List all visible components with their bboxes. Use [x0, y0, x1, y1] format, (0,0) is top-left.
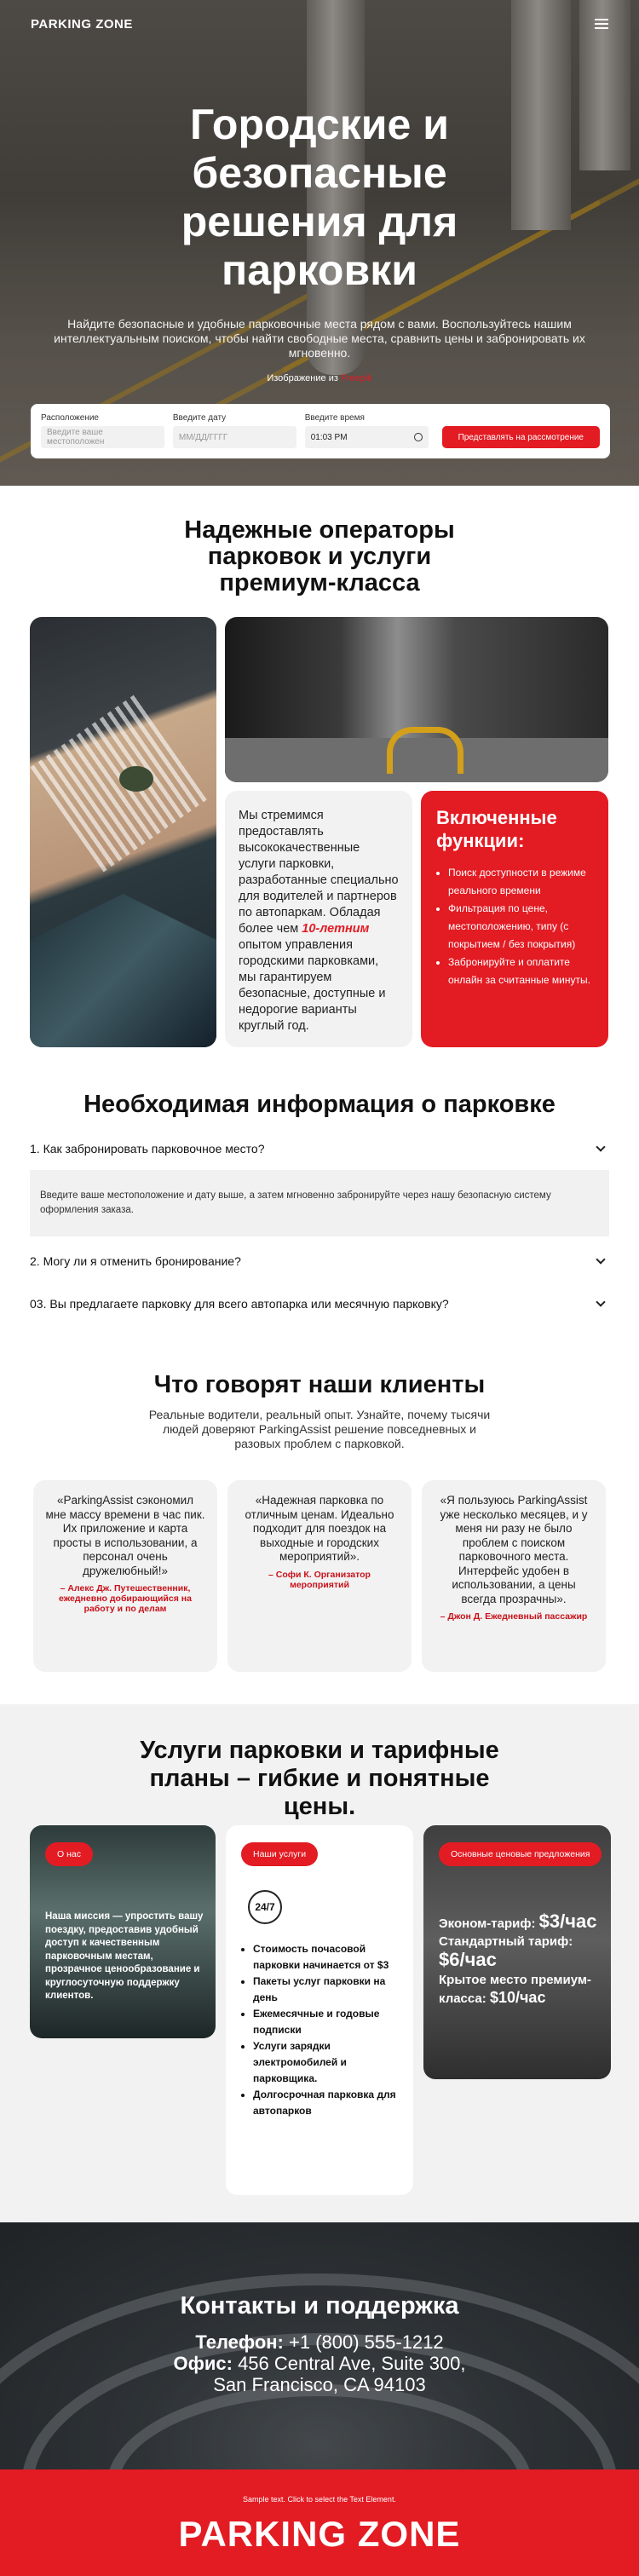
faq-title: Необходимая информация о парковке — [83, 1091, 556, 1118]
about-pill[interactable]: О нас — [45, 1842, 93, 1866]
service-item: • Стоимость почасовой парковки начинается от $3 — [253, 1941, 398, 1974]
contact-title: Контакты и поддержка — [180, 2292, 459, 2320]
testimonial-quote: «ParkingAssist сэкономил мне массу времени в час пик. Их приложение и карта просты в использовании, а персонал очень дружелюбный!» — [45, 1494, 205, 1577]
office-line — [0, 2353, 639, 2374]
service-item: • Услуги зарядки электромобилей и парковщика. — [253, 2038, 398, 2087]
offers-card — [423, 1825, 611, 2079]
service-item: • Пакеты услуг парковки на день — [253, 1974, 398, 2006]
faq-question-text: 03. Вы предлагаете парковку для всего автопарка или месячную парковку? — [30, 1297, 449, 1311]
submit-button[interactable]: Представлять на рассмотрение — [442, 426, 600, 448]
faq-question-1[interactable] — [30, 1127, 609, 1170]
time-label: Введите время — [304, 413, 365, 423]
testimonial-quote: «Надежная парковка по отличным ценам. Идеально подходит для поездок на выходные и городских мероприятий». — [245, 1494, 394, 1563]
economy-rate — [439, 1912, 601, 1933]
date-input[interactable]: ММ/ДД/ГГГГ — [173, 426, 296, 448]
services-list — [241, 1941, 398, 2119]
footer — [0, 2469, 639, 2576]
economy-price: $3/час — [538, 1910, 597, 1932]
standard-price: $6/час — [439, 1949, 497, 1970]
feature-item: • Поиск доступности в режиме реального времени — [448, 864, 593, 900]
freepik-link[interactable]: Freepik — [340, 373, 372, 383]
contact-section — [0, 2222, 639, 2469]
office-line-2: San Francisco, CA 94103 — [213, 2374, 426, 2395]
feature-item: • Фильтрация по цене, местоположению, типу (с покрытием / без покрытия) — [448, 900, 593, 954]
experience-card — [225, 791, 412, 1047]
phone-line — [0, 2331, 639, 2353]
clock-icon — [414, 433, 423, 441]
testimonial-quote: «Я пользуюсь ParkingAssist уже несколько месяцев, и у меня ни разу не было проблем с поиском парковочного места. Интерфейс удобен в использовании, а цены всегда прозрачны». — [440, 1494, 588, 1605]
services-pill[interactable]: Наши услуги — [241, 1842, 318, 1866]
chevron-down-icon — [596, 1142, 605, 1151]
pricing-title: Услуги парковки и тарифные планы – гибкие и понятные цены. — [140, 1737, 499, 1820]
standard-label: Стандартный тариф: — [439, 1934, 573, 1949]
hamburger-menu-icon[interactable] — [595, 19, 608, 29]
features-title: Включенные функции: — [436, 807, 557, 851]
price-list — [439, 1912, 601, 2008]
hero-title: Городские и безопасные решения для парковки — [181, 101, 458, 294]
offers-pill[interactable]: Основные ценовые предложения — [439, 1842, 602, 1866]
office-address-line1: 456 Central Ave, Suite 300, — [238, 2353, 466, 2374]
about-card — [30, 1825, 216, 2038]
contact-details — [0, 2331, 639, 2395]
faq-list — [0, 1127, 639, 1325]
economy-label: Эконом-тариф: — [439, 1916, 536, 1931]
hero-subtitle: Найдите безопасные и удобные парковочные места рядом с вами. Воспользуйтесь нашим интеллектуальным поиском, чтобы найти свободные места, сравнить цены и забронировать их мгновенно. — [54, 317, 585, 360]
premium-price: $10/час — [489, 1989, 546, 2006]
feature-item: • Забронируйте и оплатите онлайн за считанные минуты. — [448, 954, 593, 989]
time-value: 01:03 PM — [310, 432, 348, 442]
features-card — [421, 791, 608, 1047]
hero-section — [0, 0, 639, 486]
24-7-icon: 24/7 — [248, 1890, 282, 1924]
service-item: • Ежемесячные и годовые подписки — [253, 2006, 398, 2038]
search-form — [31, 404, 610, 458]
chevron-down-icon — [596, 1297, 605, 1306]
footer-logo[interactable]: PARKING ZONE — [178, 2514, 461, 2554]
testimonial-author: – Софи К. Организатор мероприятий — [268, 1569, 371, 1590]
faq-question-text: 1. Как забронировать парковочное место? — [30, 1142, 265, 1155]
phone-label: Телефон: — [195, 2331, 284, 2353]
location-label: Расположение — [41, 413, 99, 423]
pricing-section — [0, 1704, 639, 2222]
features-list — [436, 864, 593, 989]
faq-question-2[interactable] — [30, 1240, 609, 1282]
image-credit — [0, 373, 639, 383]
faq-question-text: 2. Могу ли я отменить бронирование? — [30, 1254, 241, 1268]
service-item: • Долгосрочная парковка для автопарков — [253, 2087, 398, 2119]
time-field — [305, 413, 429, 448]
operators-title: Надежные операторы парковок и услуги премиум-класса — [184, 516, 455, 596]
experience-text-start: Мы стремимся предоставлять высококачественные услуги парковки, разработанные специально для водителей и партнеров по автопаркам. Обладая более чем — [239, 809, 399, 936]
testimonial-author: – Джон Д. Ежедневный пассажир — [440, 1611, 588, 1622]
experience-text-end: опытом управления городскими парковками, мы гарантируем безопасные, доступные и недорогие варианты круглый год. — [239, 938, 386, 1033]
experience-years: 10-летним — [302, 922, 370, 936]
testimonial-card — [227, 1480, 412, 1672]
location-input[interactable]: Введите ваше местоположен — [41, 426, 164, 448]
footer-sample-text[interactable]: Sample text. Click to select the Text Element. — [243, 2495, 396, 2504]
top-navbar — [0, 0, 639, 48]
phone-number[interactable]: +1 (800) 555-1212 — [289, 2331, 444, 2353]
parking-barrier-image — [225, 617, 608, 782]
image-credit-text: Изображение из — [267, 373, 338, 383]
testimonial-card — [33, 1480, 217, 1672]
date-field — [173, 413, 296, 448]
testimonials-subtitle: Реальные водители, реальный опыт. Узнайте, почему тысячи людей доверяют ParkingAssist решение повседневных и разовых проблем с парковкой. — [148, 1408, 491, 1450]
testimonials-list — [0, 1480, 639, 1672]
testimonial-card — [422, 1480, 606, 1672]
faq-answer-1: Введите ваше местоположение и дату выше, а затем мгновенно забронируйте через нашу безопасную систему оформления заказа. — [30, 1170, 609, 1236]
aerial-street-image — [30, 617, 216, 1047]
faq-question-3[interactable] — [30, 1282, 609, 1325]
chevron-down-icon — [596, 1254, 605, 1264]
location-field — [41, 413, 164, 448]
time-input[interactable] — [305, 426, 429, 448]
site-logo[interactable]: PARKING ZONE — [31, 16, 133, 32]
premium-label: Крытое место премиум-класса: — [439, 1973, 591, 2006]
testimonial-author: – Алекс Дж. Путешественник, ежедневно добирающийся на работу и по делам — [59, 1583, 192, 1614]
about-text: Наша миссия — упростить вашу поездку, предоставив удобный доступ к качественным парковочным местам, прозрачное ценообразование и круглосуточную поддержку клиентов. — [45, 1911, 204, 2001]
date-label: Введите дату — [172, 413, 227, 423]
standard-rate — [439, 1933, 601, 1971]
premium-rate — [439, 1971, 601, 2008]
testimonials-title: Что говорят наши клиенты — [153, 1371, 486, 1398]
services-card — [226, 1825, 413, 2195]
office-label: Офис: — [173, 2353, 233, 2374]
operators-grid — [0, 617, 639, 1065]
